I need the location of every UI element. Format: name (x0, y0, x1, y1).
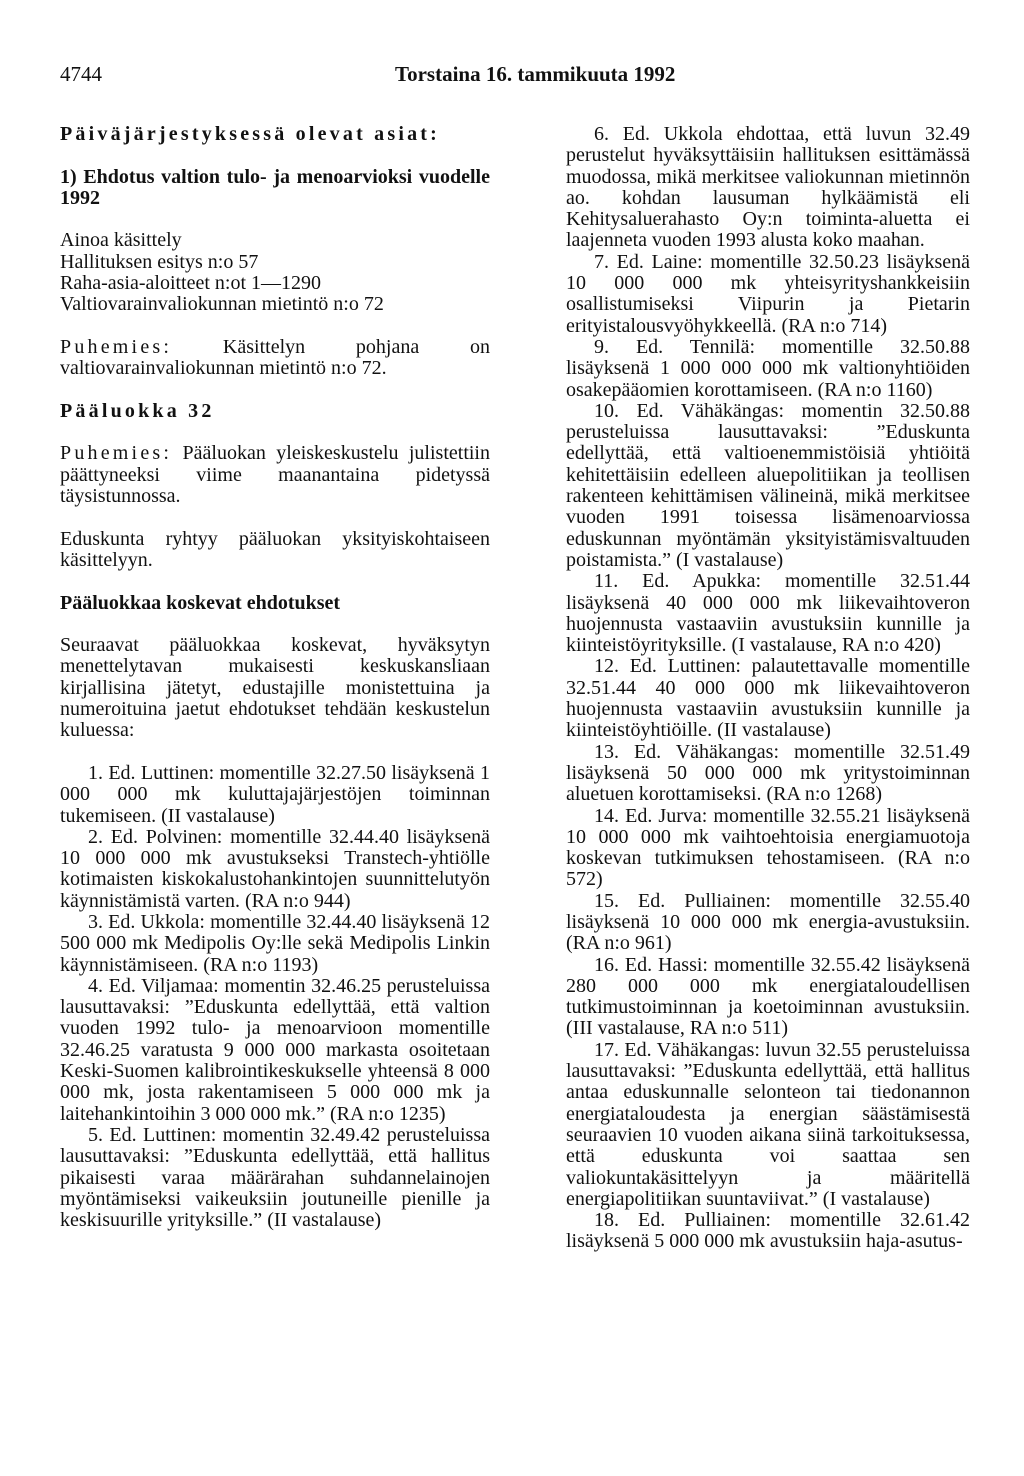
info-line: Valtiovarainvaliokunnan mietintö n:o 72 (60, 293, 384, 316)
proposal-item: 1. Ed. Luttinen: momentille 32.27.50 lisäyksenä 1 000 000 mk kuluttajajärjestöjen toiminnan tukemiseen. (II vastalause) (60, 761, 490, 827)
proposal-item: 6. Ed. Ukkola ehdottaa, että luvun 32.49 perustelut hyväksyttäisiin hallituksen esittämässä muodossa, mikä merkitsee valiokunnan mietinnön ao. kohdan lausuman hylkäämistä eli Kehitysaluerahasto Oy:n toiminta-aluetta ei laajenneta vuoden 1993 alusta koko maahan. (566, 123, 970, 252)
speaker-label: Puhemies: (60, 335, 173, 358)
proposal-item: 14. Ed. Jurva: momentille 32.55.21 lisäyksenä 10 000 000 mk vaihtoehtoisia energiamuotoja koskevan tutkimuksen tehostamiseen. (RA n:o 572) (566, 804, 970, 891)
proposal-item: 11. Ed. Apukka: momentille 32.51.44 lisäyksenä 40 000 000 mk liikevaihtoveron huojennusta vastaaviin avustuksiin kunnille ja kiinteistöyrityksille. (I vastalause, RA n:o 420) (566, 570, 970, 657)
agenda-heading: Päiväjärjestyksessä olevat asiat: (60, 123, 440, 145)
section-heading: Pääluokka 32 (60, 399, 215, 422)
running-head: Torstaina 16. tammikuuta 1992 (395, 62, 676, 86)
info-line: Hallituksen esitys n:o 57 (60, 250, 259, 273)
proposal-item: 4. Ed. Viljamaa: momentin 32.46.25 perusteluissa lausuttavaksi: ”Eduskunta edellyttää, että valtion vuoden 1992 tulo- ja menoarvioon momentille 32.46.25 varatusta 9 000 000 markasta osoitetaan Keski-Suomen kalibrointikeskukselle yhteensä 8 000 000 mk, josta rakentamiseen 5 000 000 mk ja laitehankintoihin 3 000 000 mk.” (RA n:o 1235) (60, 974, 490, 1125)
info-line: Raha-asia-aloitteet n:ot 1—1290 (60, 272, 322, 295)
speaker-label: Puhemies: (60, 442, 173, 465)
proposal-item: 12. Ed. Luttinen: palautettavalle momentille 32.51.44 40 000 000 mk liikevaihtoveron huojennusta vastaaviin avustuksiin kunnille ja kiinteistöyhtiöille. (II vastalause) (566, 655, 970, 742)
chair-statement (60, 337, 490, 380)
chair-statement (60, 443, 490, 507)
proposal-item: 7. Ed. Laine: momentille 32.50.23 lisäyksenä 10 000 000 mk yhteisyrityshankkeisiin osallistumiseksi Viipurin ja Pietarin erityistalousvyöhykkeellä. (RA n:o 714) (566, 250, 970, 337)
intro-paragraph: Seuraavat pääluokkaa koskevat, hyväksytyn menettelytavan mukaisesti keskuskansliaan kirjallisina jätetyt, edustajille monistettuina ja numeroituina jaetut ehdotukset tehdään keskustelun kuluessa: (60, 634, 490, 742)
eduskunta-paragraph: Eduskunta ryhtyy pääluokan yksityiskohtaiseen käsittelyyn. (60, 527, 490, 571)
proposal-item: 10. Ed. Vähäkängas: momentin 32.50.88 perusteluissa lausuttavaksi: ”Eduskunta edellyttää, että valtioenemmistöisiä yhtiöitä kehitettäisiin edelleen aluepolitiikan ja teollisen rakenteen kehittämisen välineinä, mikä merkitsee vuoden 1991 toisessa lisämenoarviossa eduskunnan myöntämän yksityistämisvaltuuden poistamista.” (I vastalause) (566, 399, 970, 571)
proposal-item: 2. Ed. Polvinen: momentille 32.44.40 lisäyksenä 10 000 000 mk avustukseksi Transtech-yhtiölle kotimaisten kiskokalustohankintojen suunnittelutyön käynnistämistä varten. (RA n:o 944) (60, 825, 490, 912)
proposal-item: 3. Ed. Ukkola: momentille 32.44.40 lisäyksenä 12 500 000 mk Medipolis Oy:lle sekä Medipolis Linkin käynnistämiseen. (RA n:o 1193) (60, 910, 490, 976)
item-info (60, 230, 490, 315)
proposal-item: 5. Ed. Luttinen: momentin 32.49.42 perusteluissa lausuttavaksi: ”Eduskunta edellyttää, että hallitus pikaisesti varaa määrärahan suhdannelainojen myöntämiseksi vaikeuksiin joutuneille pienille ja keskisuurille yrityksille.” (II vastalause) (60, 1123, 490, 1232)
statement-text: Käsittelyn pohjana on valtiovarainvaliokunnan mietintö n:o 72. (60, 335, 490, 380)
left-column (60, 124, 490, 1231)
proposal-item: 18. Ed. Pulliainen: momentille 32.61.42 lisäyksenä 5 000 000 mk avustuksiin haja-asutus- (566, 1209, 970, 1253)
proposal-item: 17. Ed. Vähäkangas: luvun 32.55 perusteluissa lausuttavaksi: ”Eduskunta edellyttää, että hallitus antaa eduskunnalle selonteon tai tiedonannon energiataloudesta ja energian säästämisestä seuraavien 10 vuoden aikana siinä tarkoituksessa, että eduskunta voi saattaa sen valiokuntakäsittelyyn ja määritellä energiapolitiikan suuntaviivat.” (I vastalause) (566, 1038, 970, 1210)
statement-text: Pääluokan yleiskeskustelu julistettiin päättyneeksi viime maanantaina pidetyssä täysistunnossa. (60, 442, 490, 508)
proposal-item: 13. Ed. Vähäkangas: momentille 32.51.49 lisäyksenä 50 000 000 mk yritystoiminnan aluetuen korottamiseksi. (RA n:o 1268) (566, 740, 970, 806)
proposal-item: 16. Ed. Hassi: momentille 32.55.42 lisäyksenä 280 000 000 mk energiataloudellisen tutkimustoiminnan ja koetoiminnan avustuksiin. (III vastalause, RA n:o 511) (566, 953, 970, 1040)
item-title: 1) Ehdotus valtion tulo- ja menoarvioksi vuodelle 1992 (60, 165, 490, 209)
page-header (60, 62, 960, 92)
right-column (566, 124, 970, 1253)
page-number: 4744 (60, 62, 102, 86)
proposal-item: 9. Ed. Tennilä: momentille 32.50.88 lisäyksenä 1 000 000 000 mk valtionyhtiöiden osakepääomien korottamiseen. (RA n:o 1160) (566, 335, 970, 401)
proposal-item: 15. Ed. Pulliainen: momentille 32.55.40 lisäyksenä 10 000 000 mk energia-avustuksiin. (RA n:o 961) (566, 889, 970, 955)
info-line: Ainoa käsittely (60, 229, 182, 252)
proposals-heading: Pääluokkaa koskevat ehdotukset (60, 591, 341, 614)
